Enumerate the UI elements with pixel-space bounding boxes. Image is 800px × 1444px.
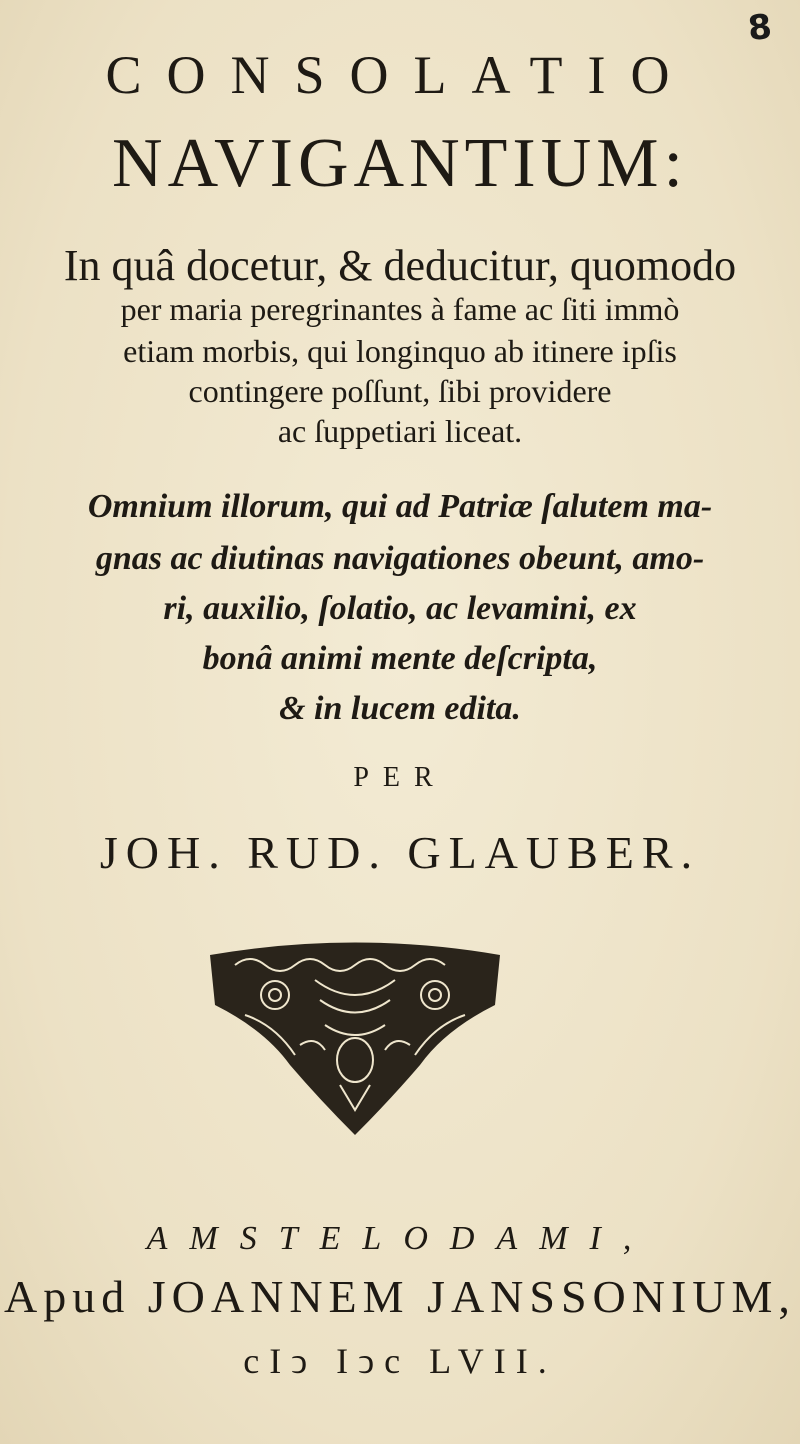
dedication-line-3: ri, auxilio, ſolatio, ac levamini, ex [163, 590, 637, 627]
imprint-city: AMSTELODAMI, [146, 1220, 654, 1257]
imprint-publisher: Apud JOANNEM JANSSONIUM, [4, 1271, 796, 1322]
printer-ornament-icon [205, 935, 505, 1135]
description-line-3: etiam morbis, qui longinquo ab itinere ipſis [123, 333, 677, 369]
description-line-1: In quâ docetur, & deducitur, quomodo [63, 241, 737, 290]
dedication-line-2: gnas ac diutinas navigationes obeunt, amo- [95, 540, 705, 577]
shelfmark: 8 [745, 6, 774, 50]
dedication-line-4: bonâ animi mente deſcripta, [202, 640, 598, 677]
description-line-2: per maria peregrinantes à fame ac ſiti immò [120, 291, 680, 327]
imprint-year: cIↄ Iↄc LVII. [243, 1341, 557, 1381]
description-line-4: contingere poſſunt, ſibi providere [188, 373, 612, 409]
per-label: PER [353, 762, 447, 793]
dedication-line-5: & in lucem edita. [279, 690, 521, 727]
title-line-2: NAVIGANTIUM: [112, 125, 688, 202]
title-line-1: CONSOLATIO [105, 45, 695, 105]
author-name: JOH. RUD. GLAUBER. [99, 827, 701, 878]
dedication-line-1: Omnium illorum, qui ad Patriæ ſalutem ma- [87, 488, 713, 525]
description-line-5: ac ſuppetiari liceat. [277, 413, 523, 449]
